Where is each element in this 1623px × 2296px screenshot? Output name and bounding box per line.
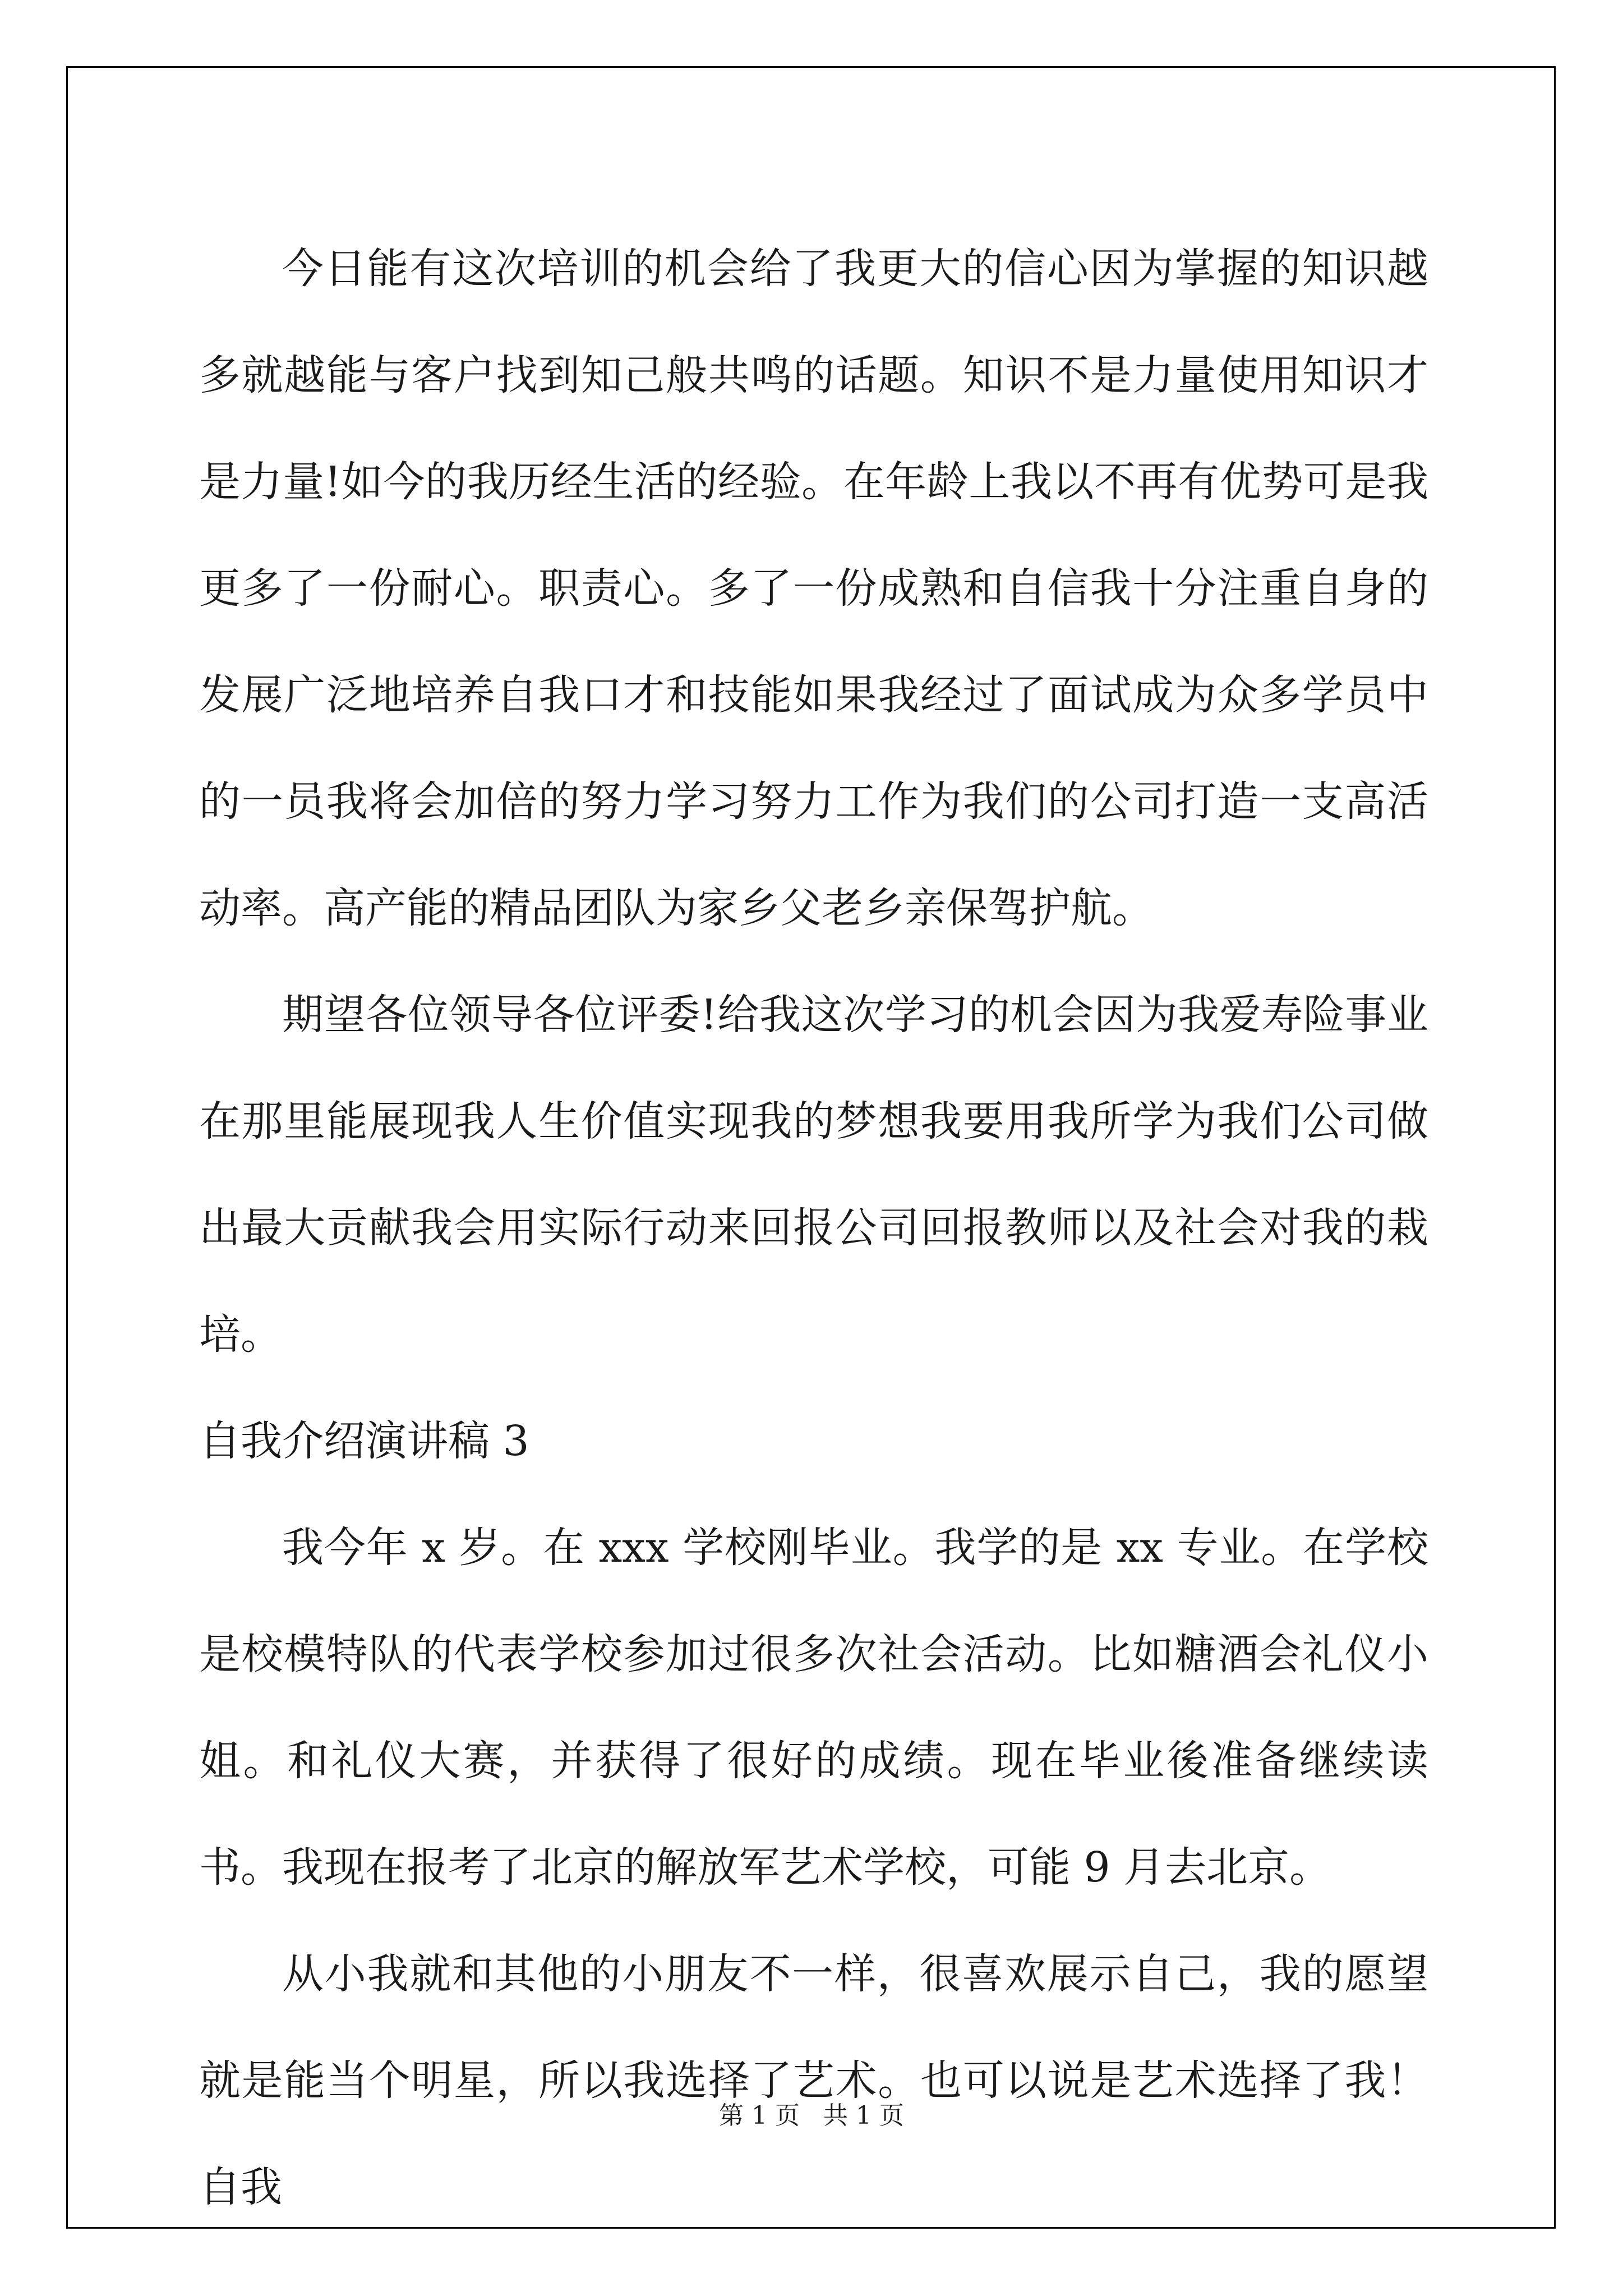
footer-spacer	[800, 2101, 823, 2130]
paragraph-1: 今日能有这次培训的机会给了我更大的信心因为掌握的知识越多就越能与客户找到知己般共鸣的话题。知识不是力量使用知识才是力量!如今的我历经生活的经验。在年龄上我以不再有优势可是我更多了一份耐心。职责心。多了一份成熟和自信我十分注重自身的发展广泛地培养自我口才和技能如果我经过了面试成为众多学员中的一员我将会加倍的努力学习努力工作为我们的公司打造一支高活动率。高产能的精品团队为家乡父老乡亲保驾护航。	[199, 245, 1428, 932]
section-heading: 自我介绍演讲稿 3	[199, 1417, 529, 1465]
page-number: 第 1 页	[719, 2101, 800, 2130]
paragraph-4: 从小我就和其他的小朋友不一样，很喜欢展示自己，我的愿望就是能当个明星，所以我选择了艺术。也可以说是艺术选择了我！自我	[199, 1950, 1428, 2211]
paragraph-2: 期望各位领导各位评委!给我这次学习的机会因为我爱寿险事业在那里能展现我人生价值实现我的梦想我要用我所学为我们公司做出最大贡献我会用实际行动来回报公司回报教师以及社会对我的栽培。	[199, 991, 1428, 1359]
page-total: 共 1 页	[823, 2101, 904, 2130]
document-body	[199, 215, 1428, 2240]
page-footer	[0, 2095, 1623, 2131]
paragraph-3: 我今年 x 岁。在 xxx 学校刚毕业。我学的是 xx 专业。在学校是校模特队的代表学校参加过很多次社会活动。比如糖酒会礼仪小姐。和礼仪大赛，并获得了很好的成绩。现在毕业後准备继续读书。我现在报考了北京的解放军艺术学校，可能 9 月去北京。	[199, 1524, 1428, 1892]
